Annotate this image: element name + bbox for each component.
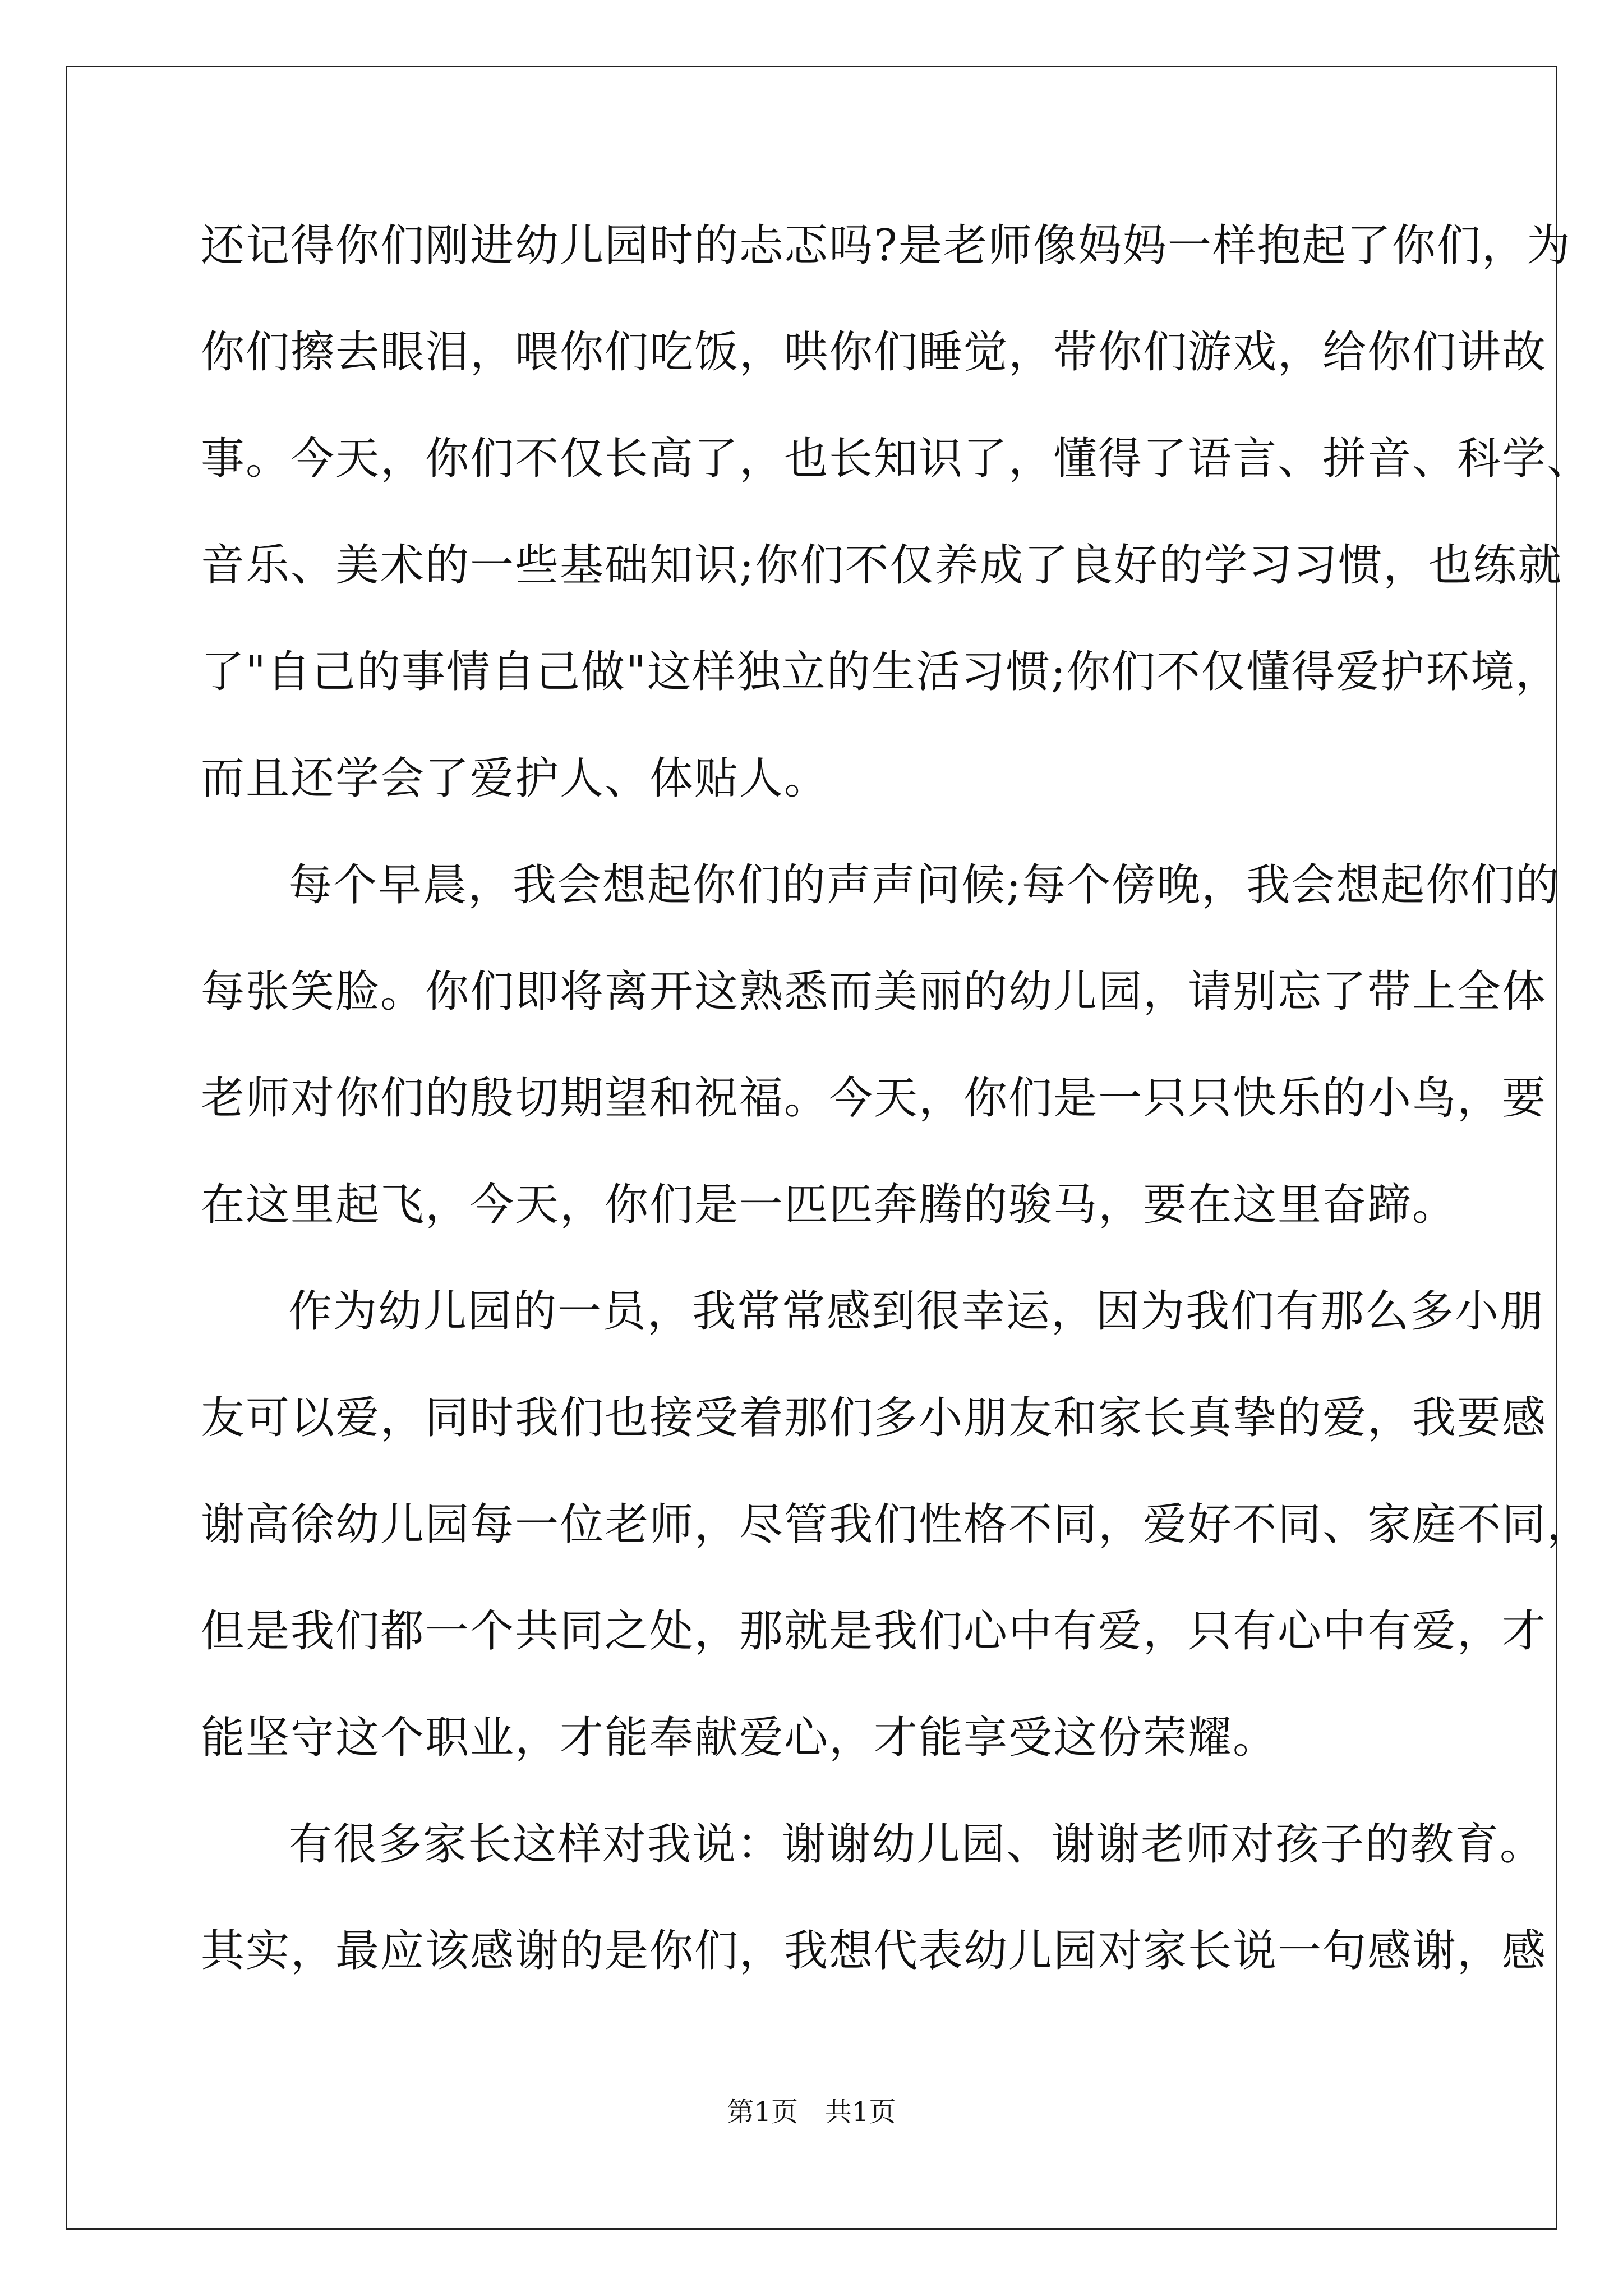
text-line: 你们擦去眼泪，喂你们吃饭，哄你们睡觉，带你们游戏，给你们讲故 xyxy=(201,327,1547,378)
document-body xyxy=(201,212,1592,2024)
text-line: 事。今天，你们不仅长高了，也长知识了，懂得了语言、拼音、科学、 xyxy=(201,434,1592,484)
text-line: 有很多家长这样对我说：谢谢幼儿园、谢谢老师对孩子的教育。 xyxy=(288,1819,1545,1870)
text-line: 其实，最应该感谢的是你们，我想代表幼儿园对家长说一句感谢，感 xyxy=(201,1926,1547,1976)
page-footer xyxy=(0,2095,1623,2129)
text-line: 每张笑脸。你们即将离开这熟悉而美丽的幼儿园，请别忘了带上全体 xyxy=(201,967,1547,1017)
text-line: 了"自己的事情自己做"这样独立的生活习惯;你们不仅懂得爱护环境， xyxy=(201,647,1561,697)
text-line: 每个早晨，我会想起你们的声声问候;每个傍晚，我会想起你们的 xyxy=(288,860,1561,910)
text-line: 在这里起飞，今天，你们是一匹匹奔腾的骏马，要在这里奋蹄。 xyxy=(201,1180,1458,1230)
page-total: 共1页 xyxy=(825,2096,896,2128)
page-number: 第1页 xyxy=(727,2096,798,2128)
text-line: 老师对你们的殷切期望和祝福。今天，你们是一只只快乐的小鸟，要 xyxy=(201,1073,1547,1124)
text-line: 音乐、美术的一些基础知识;你们不仅养成了良好的学习习惯，也练就 xyxy=(201,540,1563,591)
text-line: 谢高徐幼儿园每一位老师，尽管我们性格不同，爱好不同、家庭不同， xyxy=(201,1499,1592,1550)
text-line: 能坚守这个职业，才能奉献爱心，才能享受这份荣耀。 xyxy=(201,1713,1278,1763)
text-line: 但是我们都一个共同之处，那就是我们心中有爱，只有心中有爱，才 xyxy=(201,1606,1547,1657)
text-line: 作为幼儿园的一员，我常常感到很幸运，因为我们有那么多小朋 xyxy=(288,1286,1545,1337)
text-line: 而且还学会了爱护人、体贴人。 xyxy=(201,753,829,804)
text-line: 友可以爱，同时我们也接受着那们多小朋友和家长真挚的爱，我要感 xyxy=(201,1393,1547,1443)
text-line: 还记得你们刚进幼儿园时的忐忑吗?是老师像妈妈一样抱起了你们，为 xyxy=(201,220,1571,271)
